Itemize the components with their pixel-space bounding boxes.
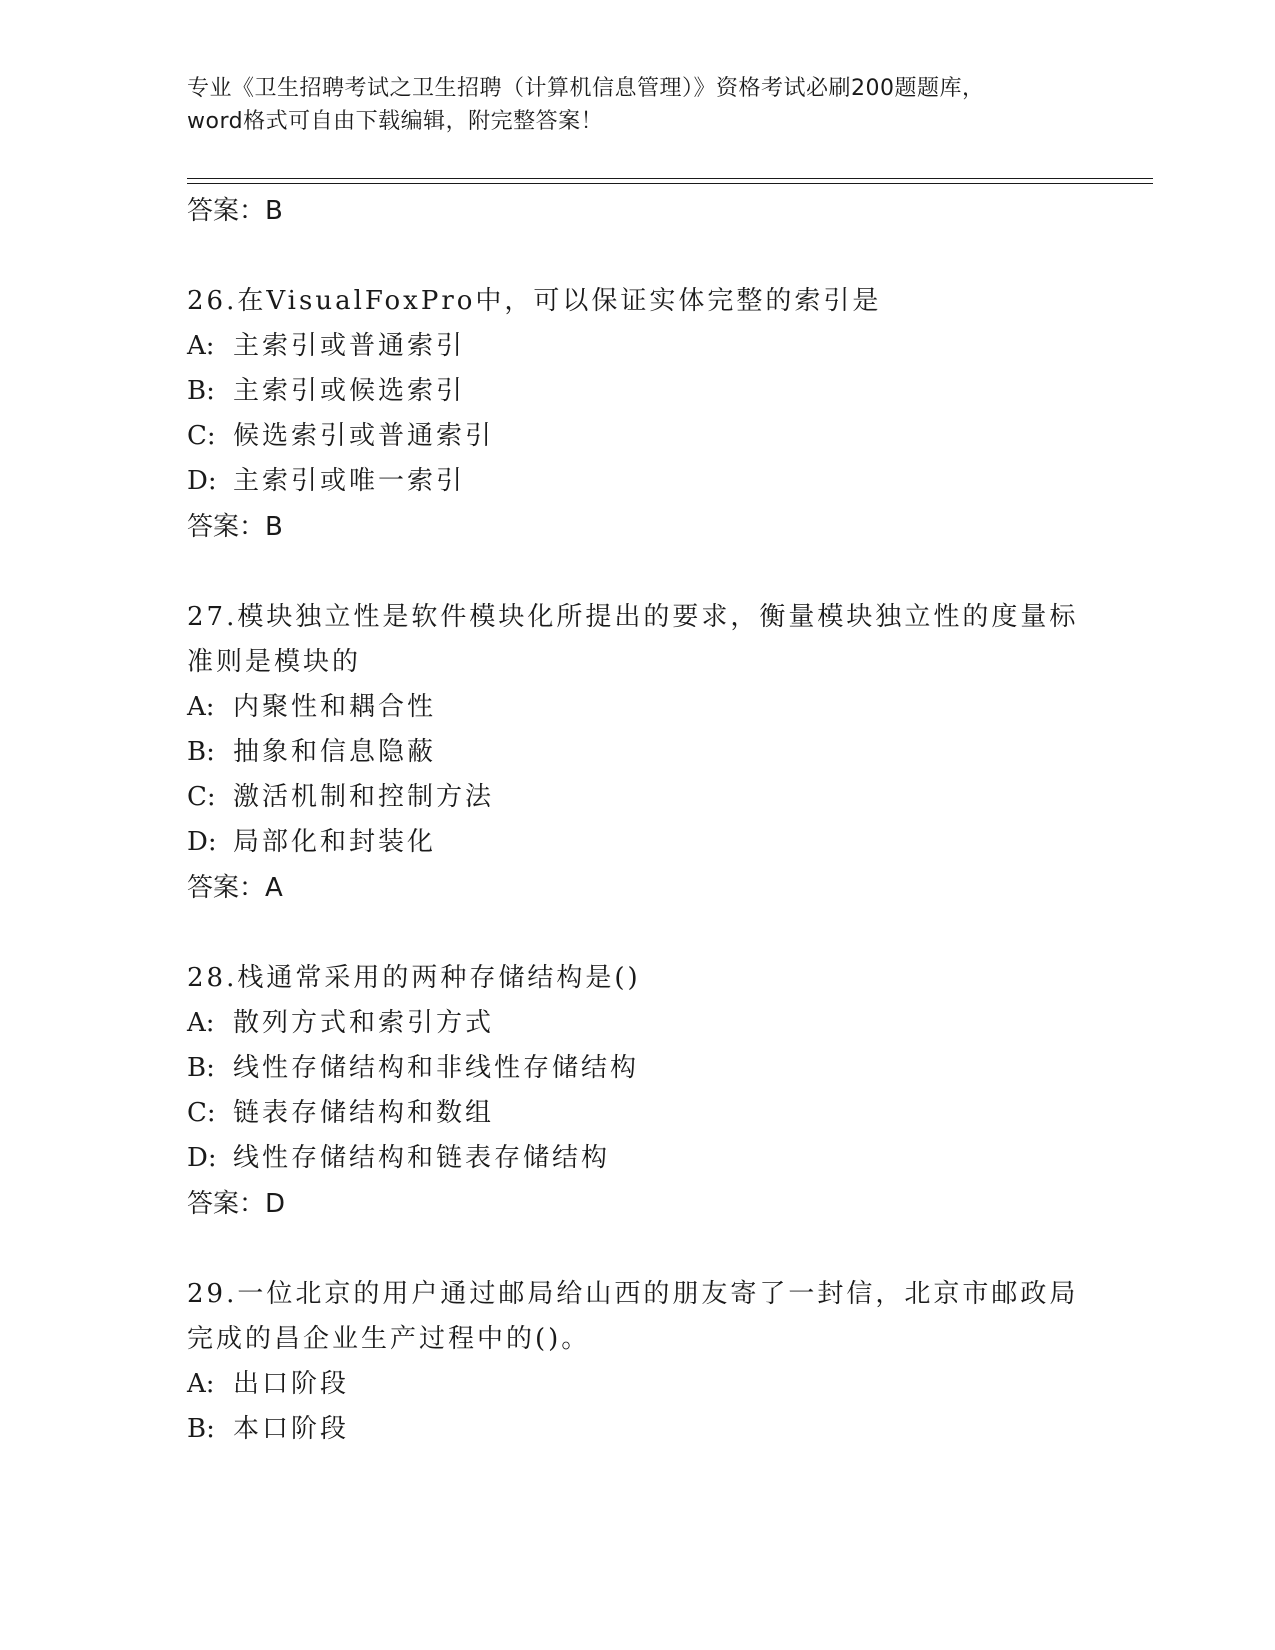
header-line-1: 专业《卫生招聘考试之卫生招聘（计算机信息管理）》资格考试必刷200题题库， xyxy=(187,76,985,101)
option-text: 主索引或候选索引 xyxy=(233,376,466,406)
question-item xyxy=(187,279,1087,550)
option-letter: A: xyxy=(187,331,215,361)
option-text: 主索引或普通索引 xyxy=(233,331,466,361)
answer-label: 答案：D xyxy=(187,1189,286,1219)
option-c xyxy=(187,775,1087,820)
option-letter: C: xyxy=(187,421,216,451)
option-text: 局部化和封装化 xyxy=(233,827,437,857)
option-a xyxy=(187,1001,1087,1046)
question-item xyxy=(187,1272,1087,1452)
option-text: 线性存储结构和非线性存储结构 xyxy=(233,1053,640,1083)
option-b xyxy=(187,369,1087,414)
question-stem: 27.模块独立性是软件模块化所提出的要求，衡量模块独立性的度量标准则是模块的 xyxy=(187,602,1079,677)
option-letter: B: xyxy=(187,376,215,406)
option-c xyxy=(187,414,1087,459)
question-list xyxy=(187,188,1087,1452)
question-item xyxy=(187,956,1087,1227)
option-d xyxy=(187,1136,1087,1181)
header-divider-top xyxy=(187,178,1153,179)
answer-label: 答案：B xyxy=(187,512,283,542)
option-text: 主索引或唯一索引 xyxy=(233,466,466,496)
header-divider-bottom xyxy=(187,183,1153,184)
option-c xyxy=(187,1091,1087,1136)
question-stem: 26.在VisualFoxPro中，可以保证实体完整的索引是 xyxy=(187,286,882,316)
answer-label: 答案：A xyxy=(187,873,283,903)
option-letter: B: xyxy=(187,1053,215,1083)
option-text: 激活机制和控制方法 xyxy=(233,782,495,812)
option-letter: C: xyxy=(187,782,216,812)
option-b xyxy=(187,1407,1087,1452)
option-a xyxy=(187,324,1087,369)
document-header xyxy=(187,72,1087,138)
option-text: 链表存储结构和数组 xyxy=(233,1098,495,1128)
option-letter: D: xyxy=(187,1143,217,1173)
option-letter: D: xyxy=(187,466,217,496)
option-letter: A: xyxy=(187,1369,215,1399)
option-d xyxy=(187,820,1087,865)
option-text: 出口阶段 xyxy=(233,1369,350,1399)
option-b xyxy=(187,1046,1087,1091)
option-text: 抽象和信息隐蔽 xyxy=(233,737,437,767)
option-b xyxy=(187,730,1087,775)
option-letter: B: xyxy=(187,1414,215,1444)
option-text: 候选索引或普通索引 xyxy=(233,421,495,451)
option-text: 散列方式和索引方式 xyxy=(233,1008,495,1038)
option-letter: B: xyxy=(187,737,215,767)
answer-label: 答案：B xyxy=(187,196,283,226)
option-text: 内聚性和耦合性 xyxy=(233,692,437,722)
option-a xyxy=(187,685,1087,730)
question-stem: 29.一位北京的用户通过邮局给山西的朋友寄了一封信，北京市邮政局完成的昌企业生产过程中的()。 xyxy=(187,1279,1079,1354)
option-letter: D: xyxy=(187,827,217,857)
option-a xyxy=(187,1362,1087,1407)
option-letter: C: xyxy=(187,1098,216,1128)
option-letter: A: xyxy=(187,692,215,722)
question-stem: 28.栈通常采用的两种存储结构是() xyxy=(187,963,641,993)
option-text: 本口阶段 xyxy=(233,1414,350,1444)
header-line-2: word格式可自由下载编辑，附完整答案！ xyxy=(187,109,604,134)
option-d xyxy=(187,459,1087,504)
option-letter: A: xyxy=(187,1008,215,1038)
question-item xyxy=(187,595,1087,911)
option-text: 线性存储结构和链表存储结构 xyxy=(233,1143,611,1173)
